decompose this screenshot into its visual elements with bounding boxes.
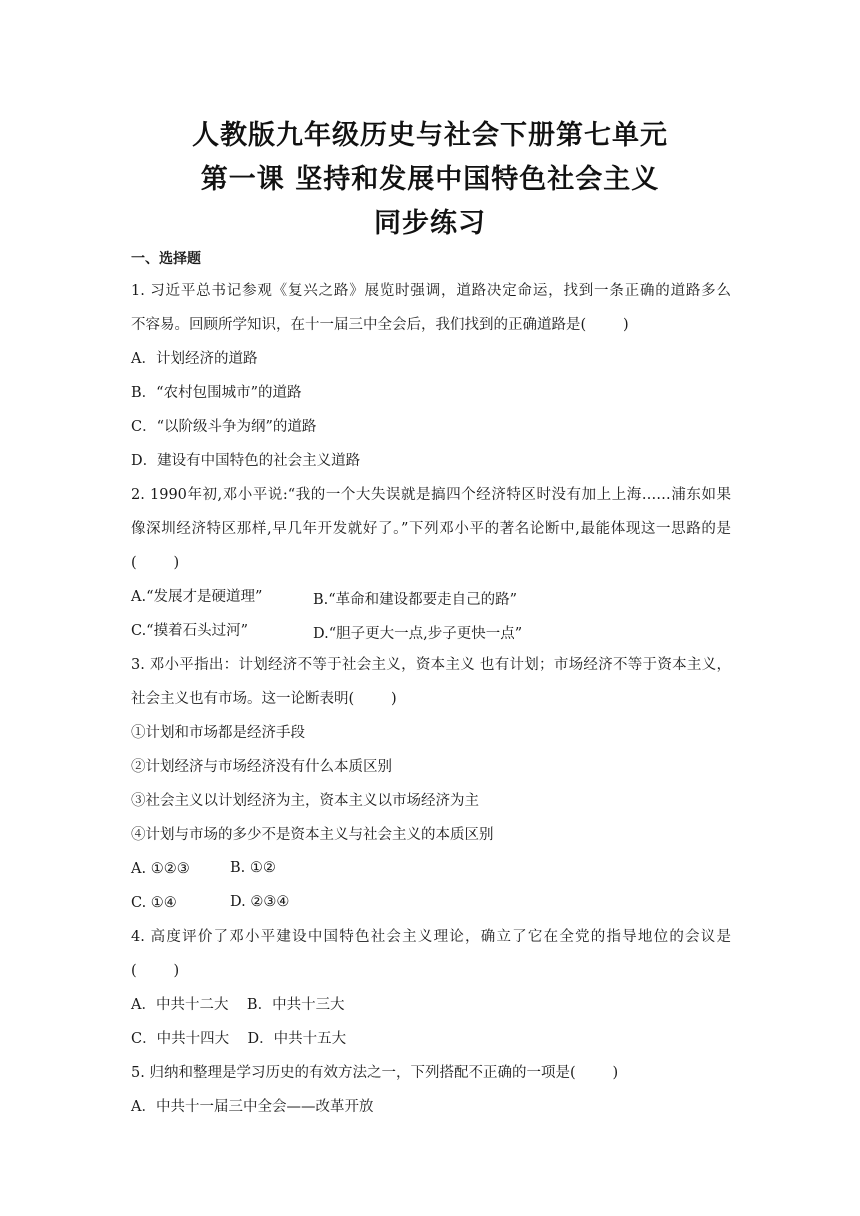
q3-option-c: C. ①④ (131, 895, 177, 911)
q2-option-d: D.“胆子更大一点,步子更快一点” (313, 626, 523, 642)
q2-stem-line-1: 2. 1990年初,邓小平说:“我的一个大失误就是搞四个经济特区时没有加上上海……浦东如果 (131, 487, 731, 503)
q3-statement-4: ④计划与市场的多少不是资本主义与社会主义的本质区别 (131, 827, 494, 843)
q4-options-a-b: A．中共十二大 B．中共十三大 (131, 997, 345, 1013)
q1-stem-line-1: 1. 习近平总书记参观《复兴之路》展览时强调，道路决定命运，找到一条正确的道路多么 (131, 283, 731, 299)
q2-option-a: A.“发展才是硬道理” (131, 589, 263, 605)
q3-statement-1: ①计划和市场都是经济手段 (131, 725, 305, 741)
q4-stem-line-1: 4. 高度评价了邓小平建设中国特色社会主义理论，确立了它在全党的指导地位的会议是 (131, 929, 731, 945)
q2-option-c: C.“摸着石头过河” (131, 623, 249, 639)
q1-stem-line-2: 不容易。回顾所学知识，在十一届三中全会后，我们找到的正确道路是( ) (131, 317, 629, 333)
q4-stem-line-2: ( ) (131, 963, 180, 979)
q3-statement-2: ②计划经济与市场经济没有什么本质区别 (131, 759, 392, 775)
q1-option-a: A．计划经济的道路 (131, 351, 258, 367)
q1-option-b: B．“农村包围城市”的道路 (131, 385, 302, 401)
q2-stem-line-2: 像深圳经济特区那样,早几年开发就好了。”下列邓小平的著名论断中,最能体现这一思路的是 (131, 521, 731, 537)
q3-option-d: D. ②③④ (230, 894, 290, 910)
document-title-line-2: 第一课 坚持和发展中国特色社会主义 (200, 164, 660, 195)
section-heading: 一、选择题 (131, 251, 201, 267)
q2-stem-line-3: ( ) (131, 555, 180, 571)
q3-option-a: A. ①②③ (131, 861, 190, 877)
q2-option-b: B.“革命和建设都要走自己的路” (313, 592, 518, 608)
q1-option-d: D．建设有中国特色的社会主义道路 (131, 453, 361, 469)
q5-option-a: A．中共十一届三中全会——改革开放 (131, 1099, 374, 1115)
q3-stem-line-2: 社会主义也有市场。这一论断表明( ) (131, 691, 397, 707)
q5-stem-line-1: 5. 归纳和整理是学习历史的有效方法之一，下列搭配不正确的一项是( ) (131, 1065, 619, 1081)
q3-statement-3: ③社会主义以计划经济为主，资本主义以市场经济为主 (131, 793, 479, 809)
document-title-line-1: 人教版九年级历史与社会下册第七单元 (192, 120, 668, 151)
q3-option-b: B. ①② (230, 860, 276, 876)
q1-option-c: C．“以阶级斗争为纲”的道路 (131, 419, 317, 435)
document-title-line-3: 同步练习 (374, 208, 486, 239)
q3-stem-line-1: 3. 邓小平指出：计划经济不等于社会主义，资本主义 也有计划；市场经济不等于资本主义， (131, 657, 731, 673)
q4-options-c-d: C．中共十四大 D．中共十五大 (131, 1031, 347, 1047)
